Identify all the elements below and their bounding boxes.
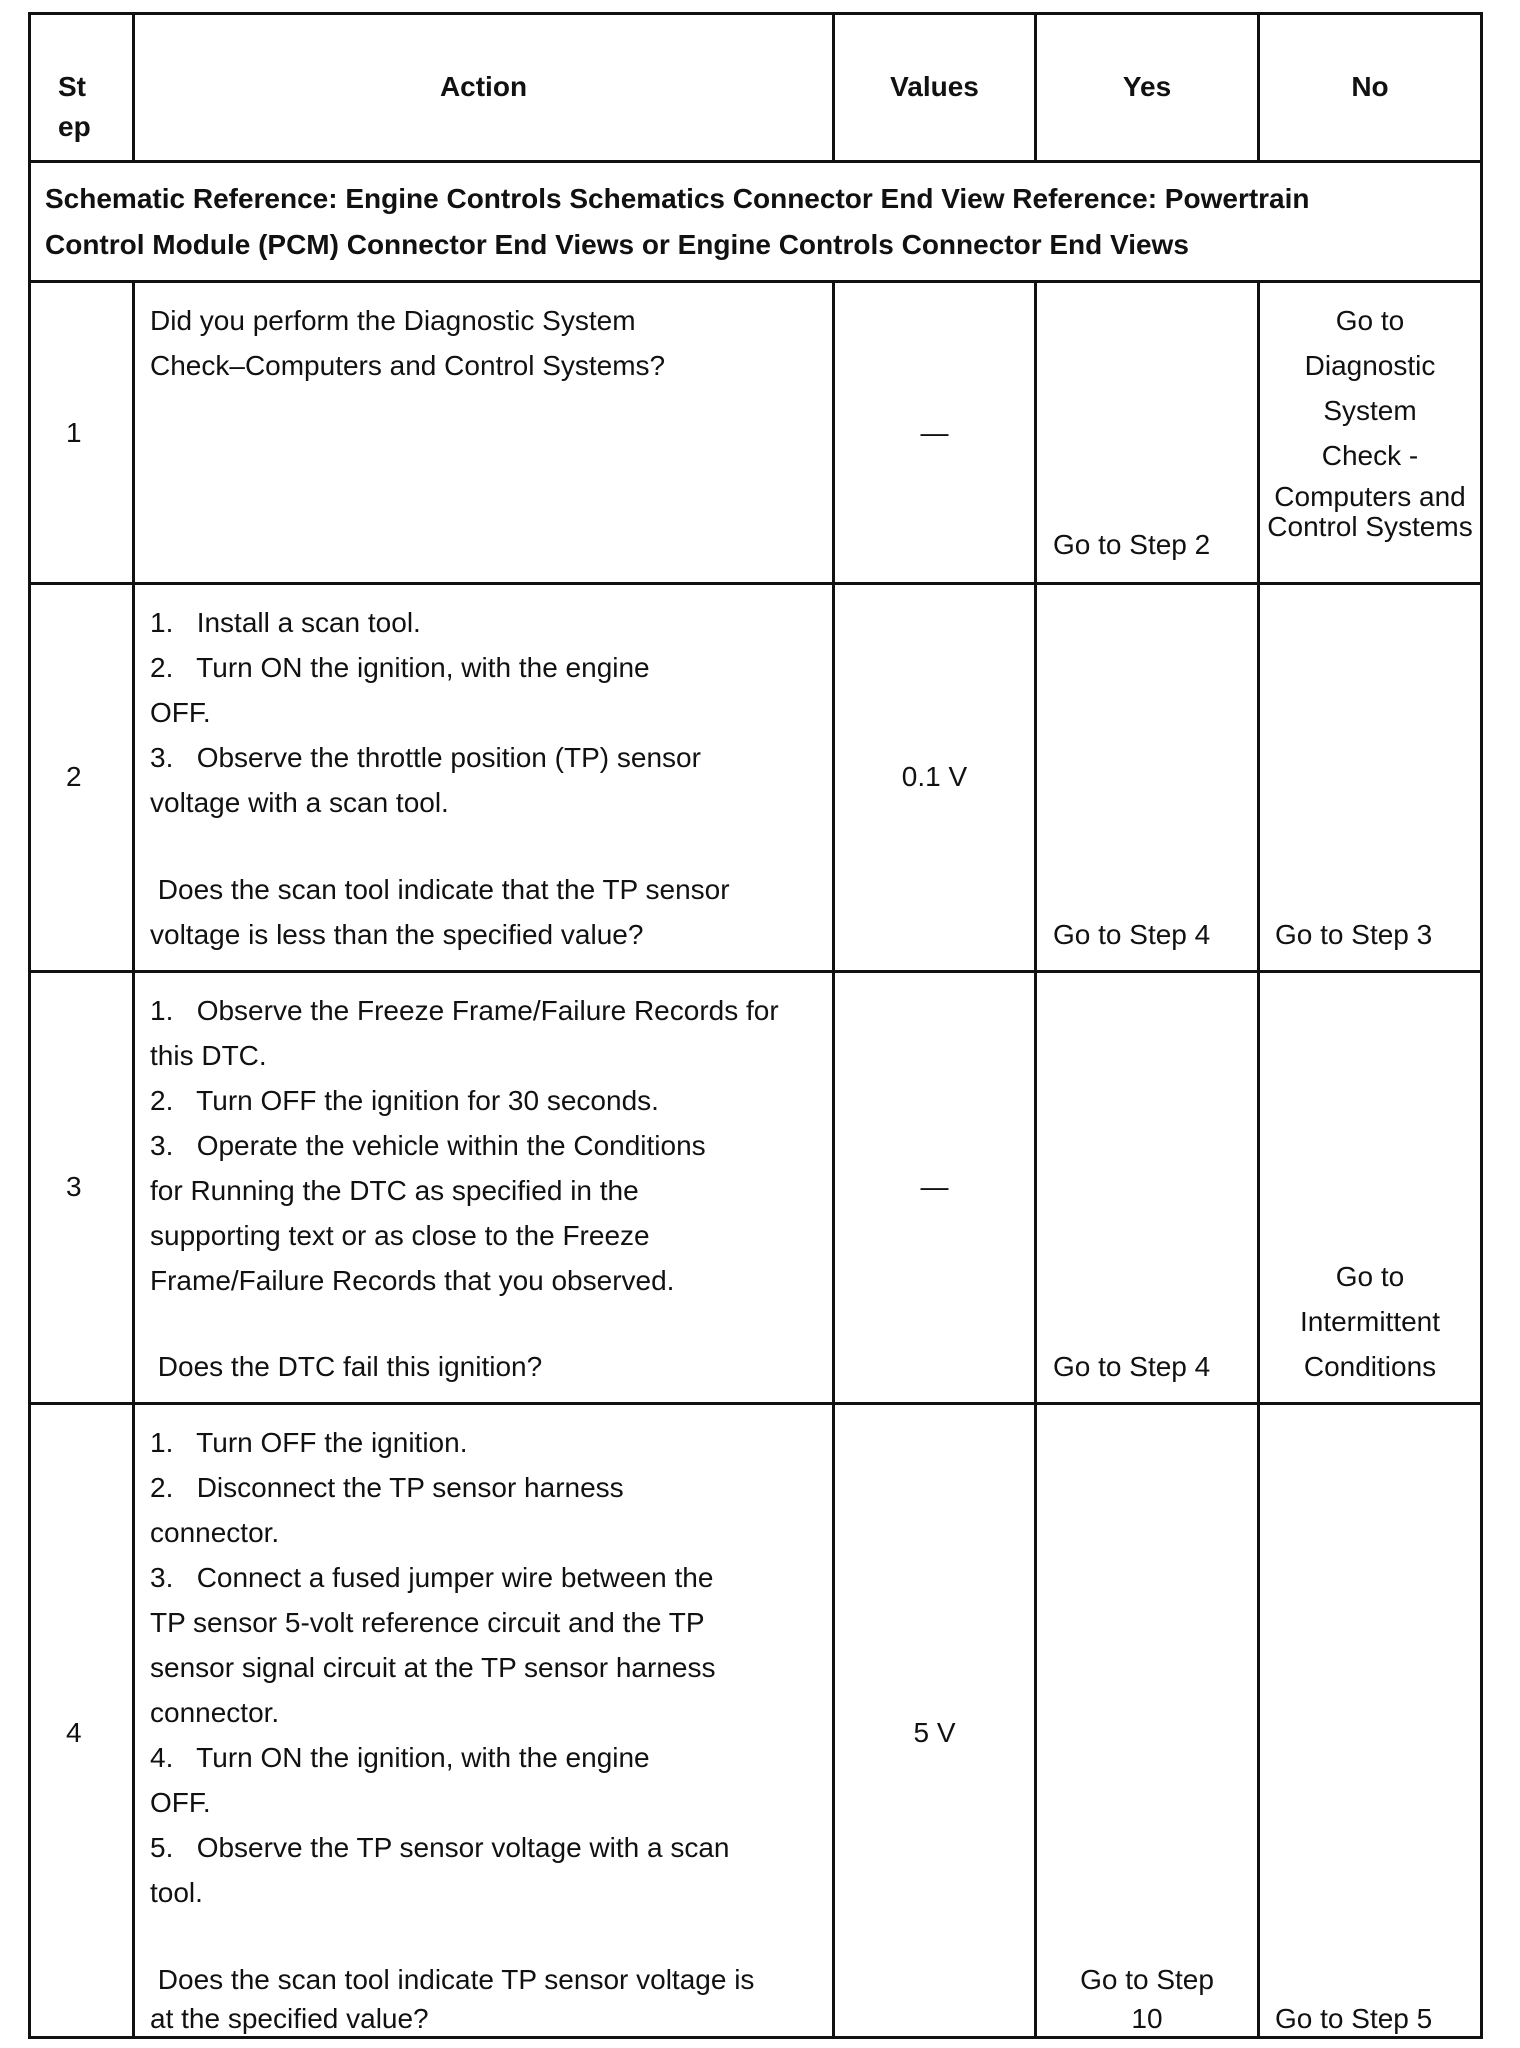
no-text: Conditions: [1303, 1351, 1437, 1382]
no-text: Diagnostic: [1304, 350, 1436, 381]
action-text: connector.: [150, 1517, 280, 1548]
table-rule: [28, 12, 1483, 15]
action-text: 3. Operate the vehicle within the Conditions: [150, 1130, 706, 1161]
action-text: OFF.: [150, 697, 211, 728]
table-rule: [1257, 280, 1260, 2039]
step-number: 4: [66, 1717, 82, 1748]
action-text: sensor signal circuit at the TP sensor harness: [150, 1652, 716, 1683]
no-text: Intermittent: [1299, 1306, 1441, 1337]
action-text: voltage is less than the specified value?: [150, 919, 644, 950]
table-rule: [28, 12, 31, 2039]
step-number: 3: [66, 1171, 82, 1202]
value-text: 0.1 V: [901, 761, 968, 792]
table-rule: [28, 280, 1483, 283]
action-text: 1. Install a scan tool.: [150, 607, 421, 638]
action-text: 1. Observe the Freeze Frame/Failure Records for: [150, 995, 779, 1026]
action-text: OFF.: [150, 1787, 211, 1818]
no-text: Computers and: [1274, 481, 1466, 512]
action-text: this DTC.: [150, 1040, 267, 1071]
action-text: 2. Disconnect the TP sensor harness: [150, 1472, 624, 1503]
yes-text: Go to Step 4: [1053, 1351, 1211, 1382]
action-text: Frame/Failure Records that you observed.: [150, 1265, 675, 1296]
action-text: supporting text or as close to the Freeze: [150, 1220, 650, 1251]
header-step: St: [58, 71, 86, 102]
action-text: 3. Observe the throttle position (TP) sensor: [150, 742, 701, 773]
table-rule: [28, 582, 1483, 585]
no-text: Control Systems: [1267, 511, 1473, 542]
action-text: Does the DTC fail this ignition?: [150, 1351, 543, 1382]
action-text: Does the scan tool indicate that the TP sensor: [150, 874, 730, 905]
yes-text: 10: [1131, 2003, 1163, 2034]
yes-text: Go to Step 4: [1053, 919, 1211, 950]
yes-text: Go to Step 2: [1053, 529, 1211, 560]
action-text: 3. Connect a fused jumper wire between the: [150, 1562, 714, 1593]
schematic-reference: Schematic Reference: Engine Controls Schematics Connector End View Reference: Powertrain: [45, 183, 1310, 214]
action-text: 2. Turn ON the ignition, with the engine: [150, 652, 650, 683]
value-text: 5 V: [913, 1717, 956, 1748]
action-text: Does the scan tool indicate TP sensor voltage is: [150, 1964, 755, 1995]
no-text: Go to: [1335, 1261, 1405, 1292]
table-rule: [28, 970, 1483, 973]
action-text: for Running the DTC as specified in the: [150, 1175, 639, 1206]
header-yes: Yes: [1122, 71, 1172, 102]
yes-text: Go to Step: [1080, 1964, 1214, 1995]
schematic-reference: Control Module (PCM) Connector End Views or Engine Controls Connector End Views: [45, 229, 1189, 260]
header-no: No: [1351, 71, 1389, 102]
table-rule: [28, 1402, 1483, 1405]
header-values: Values: [890, 71, 979, 102]
table-rule: [28, 160, 1483, 163]
header-step: ep: [58, 111, 91, 142]
table-rule: [832, 280, 835, 2039]
action-text: Did you perform the Diagnostic System: [150, 305, 636, 336]
value-text: —: [920, 1171, 949, 1202]
action-text: at the specified value?: [150, 2003, 429, 2034]
no-text: System: [1323, 395, 1417, 426]
table-rule: [1034, 280, 1037, 2039]
no-text: Check -: [1321, 440, 1419, 471]
action-text: TP sensor 5-volt reference circuit and the TP: [150, 1607, 705, 1638]
no-text: Go to Step 3: [1275, 919, 1433, 950]
step-number: 1: [66, 417, 82, 448]
action-text: voltage with a scan tool.: [150, 787, 449, 818]
value-text: —: [920, 417, 949, 448]
action-text: 5. Observe the TP sensor voltage with a scan: [150, 1832, 730, 1863]
action-text: 2. Turn OFF the ignition for 30 seconds.: [150, 1085, 659, 1116]
no-text: Go to: [1335, 305, 1405, 336]
action-text: 1. Turn OFF the ignition.: [150, 1427, 468, 1458]
table-rule: [1480, 12, 1483, 2039]
action-text: 4. Turn ON the ignition, with the engine: [150, 1742, 650, 1773]
action-text: tool.: [150, 1877, 203, 1908]
step-number: 2: [66, 761, 82, 792]
header-action: Action: [439, 71, 528, 102]
no-text: Go to Step 5: [1275, 2003, 1433, 2034]
table-rule: [132, 280, 135, 2039]
action-text: Check–Computers and Control Systems?: [150, 350, 666, 381]
action-text: connector.: [150, 1697, 280, 1728]
table-rule: [28, 2036, 1483, 2039]
